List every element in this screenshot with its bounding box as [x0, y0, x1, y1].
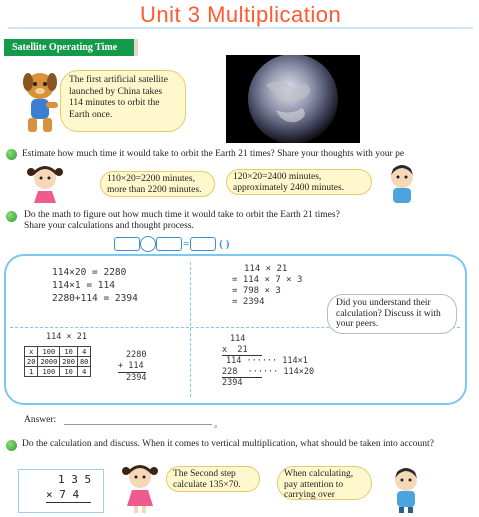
- question-calculate-line2: Share your calculations and thought process.: [24, 221, 194, 231]
- grid-cell: 20: [25, 357, 38, 367]
- girl-student-illustration: [22, 163, 68, 203]
- area-model-table: [24, 346, 91, 377]
- satellite-fact-bubble: The first artificial satellite launched by China takes 114 minutes to orbit the Earth once.: [60, 70, 186, 132]
- question-calculate-line1: Do the math to figure out how much time it would take to orbit the Earth 21 times?: [24, 210, 340, 220]
- grid-cell: 100: [38, 347, 60, 357]
- discuss-bubble: Did you understand their calculation? Discuss it with your peers.: [327, 294, 457, 334]
- question-estimate: Estimate how much time it would take to orbit the Earth 21 times? Share your thoughts with your pe: [22, 149, 405, 159]
- table-row: [25, 367, 91, 377]
- equation-box-1[interactable]: [114, 237, 140, 251]
- vertical-problem: [46, 472, 91, 503]
- estimate-bubble-girl: 110×20=2200 minutes, more than 2200 minutes.: [100, 171, 215, 197]
- work-line: 2280+114 = 2394: [52, 293, 138, 304]
- work-line: + 114: [118, 361, 146, 373]
- grid-cell: 1: [25, 367, 38, 377]
- estimate-bubble-boy: 120×20=2400 minutes, approximately 2400 minutes.: [226, 169, 372, 195]
- grid-cell: x: [25, 347, 38, 357]
- work-line: 2394: [126, 373, 147, 383]
- grid-cell: 2000: [38, 357, 60, 367]
- answer-input-line[interactable]: [64, 424, 212, 425]
- grid-cell: 10: [60, 347, 78, 357]
- work-method-2: [232, 264, 302, 308]
- grid-title: 114 × 21: [46, 332, 87, 342]
- work-line: 114 ······ 114×1: [226, 356, 308, 366]
- question-bullet-icon: [6, 211, 17, 222]
- section-badge: Satellite Operating Time: [4, 39, 134, 56]
- grid-cell: 100: [38, 367, 60, 377]
- boy-student-illustration: [384, 466, 428, 514]
- multiplication-grid: [24, 346, 91, 377]
- work-line: 114: [230, 334, 246, 344]
- work-line: 114 × 21: [244, 264, 288, 274]
- answer-end-mark: 。: [214, 419, 224, 429]
- earth-photo: [226, 55, 360, 143]
- calculation-hint-bubble: The Second step calculate 135×70.: [166, 466, 260, 492]
- work-line: = 114 × 7 × 3: [232, 275, 303, 285]
- grid-cell: 200: [60, 357, 78, 367]
- equation-unit-parens: ( ): [219, 237, 230, 250]
- workboard-divider-vertical: [190, 262, 191, 397]
- answer-label: Answer:: [24, 415, 57, 425]
- work-line: = 2394: [232, 297, 265, 307]
- grid-cell: 80: [77, 357, 90, 367]
- work-line: x 21: [222, 345, 262, 357]
- vertical-work: [222, 334, 315, 389]
- question-calculate: [24, 210, 474, 232]
- unit-title: Unit 3 Multiplication: [140, 2, 342, 27]
- table-row: [25, 347, 91, 357]
- equation-result-box[interactable]: [190, 237, 216, 251]
- work-line: = 798 × 3: [232, 286, 281, 296]
- work-line: 228 ······ 114×20: [222, 366, 315, 377]
- table-row: [25, 357, 91, 367]
- dog-mascot-illustration: [16, 66, 64, 136]
- equation-equals: =: [183, 237, 190, 250]
- vertical-problem-line: × 7 4: [46, 487, 91, 503]
- equation-operator-circle[interactable]: [140, 236, 156, 252]
- equation-box-2[interactable]: [156, 237, 182, 251]
- grid-sum: [118, 350, 146, 384]
- question-bullet-icon: [6, 149, 17, 160]
- title-underline: [8, 27, 473, 29]
- grid-cell: 4: [77, 347, 90, 357]
- girl-student-illustration: [118, 462, 162, 514]
- work-line: 2394: [222, 378, 243, 388]
- grid-cell: 10: [60, 367, 78, 377]
- work-line: 114×20 = 2280: [52, 267, 127, 278]
- vertical-problem-line: 1 3 5: [58, 473, 92, 486]
- work-method-1: [52, 266, 138, 305]
- boy-student-illustration: [380, 163, 424, 205]
- question-bullet-icon: [6, 440, 17, 451]
- work-line: 2280: [126, 350, 147, 360]
- work-line: 114×1 = 114: [52, 280, 115, 291]
- carrying-hint-bubble: When calculating, pay attention to carrying over: [277, 466, 372, 500]
- grid-cell: 4: [77, 367, 90, 377]
- equation-template: [114, 236, 274, 250]
- earth-globe-image: [226, 55, 360, 143]
- question-vertical: Do the calculation and discuss. When it comes to vertical multiplication, what should be taken into account?: [22, 439, 434, 449]
